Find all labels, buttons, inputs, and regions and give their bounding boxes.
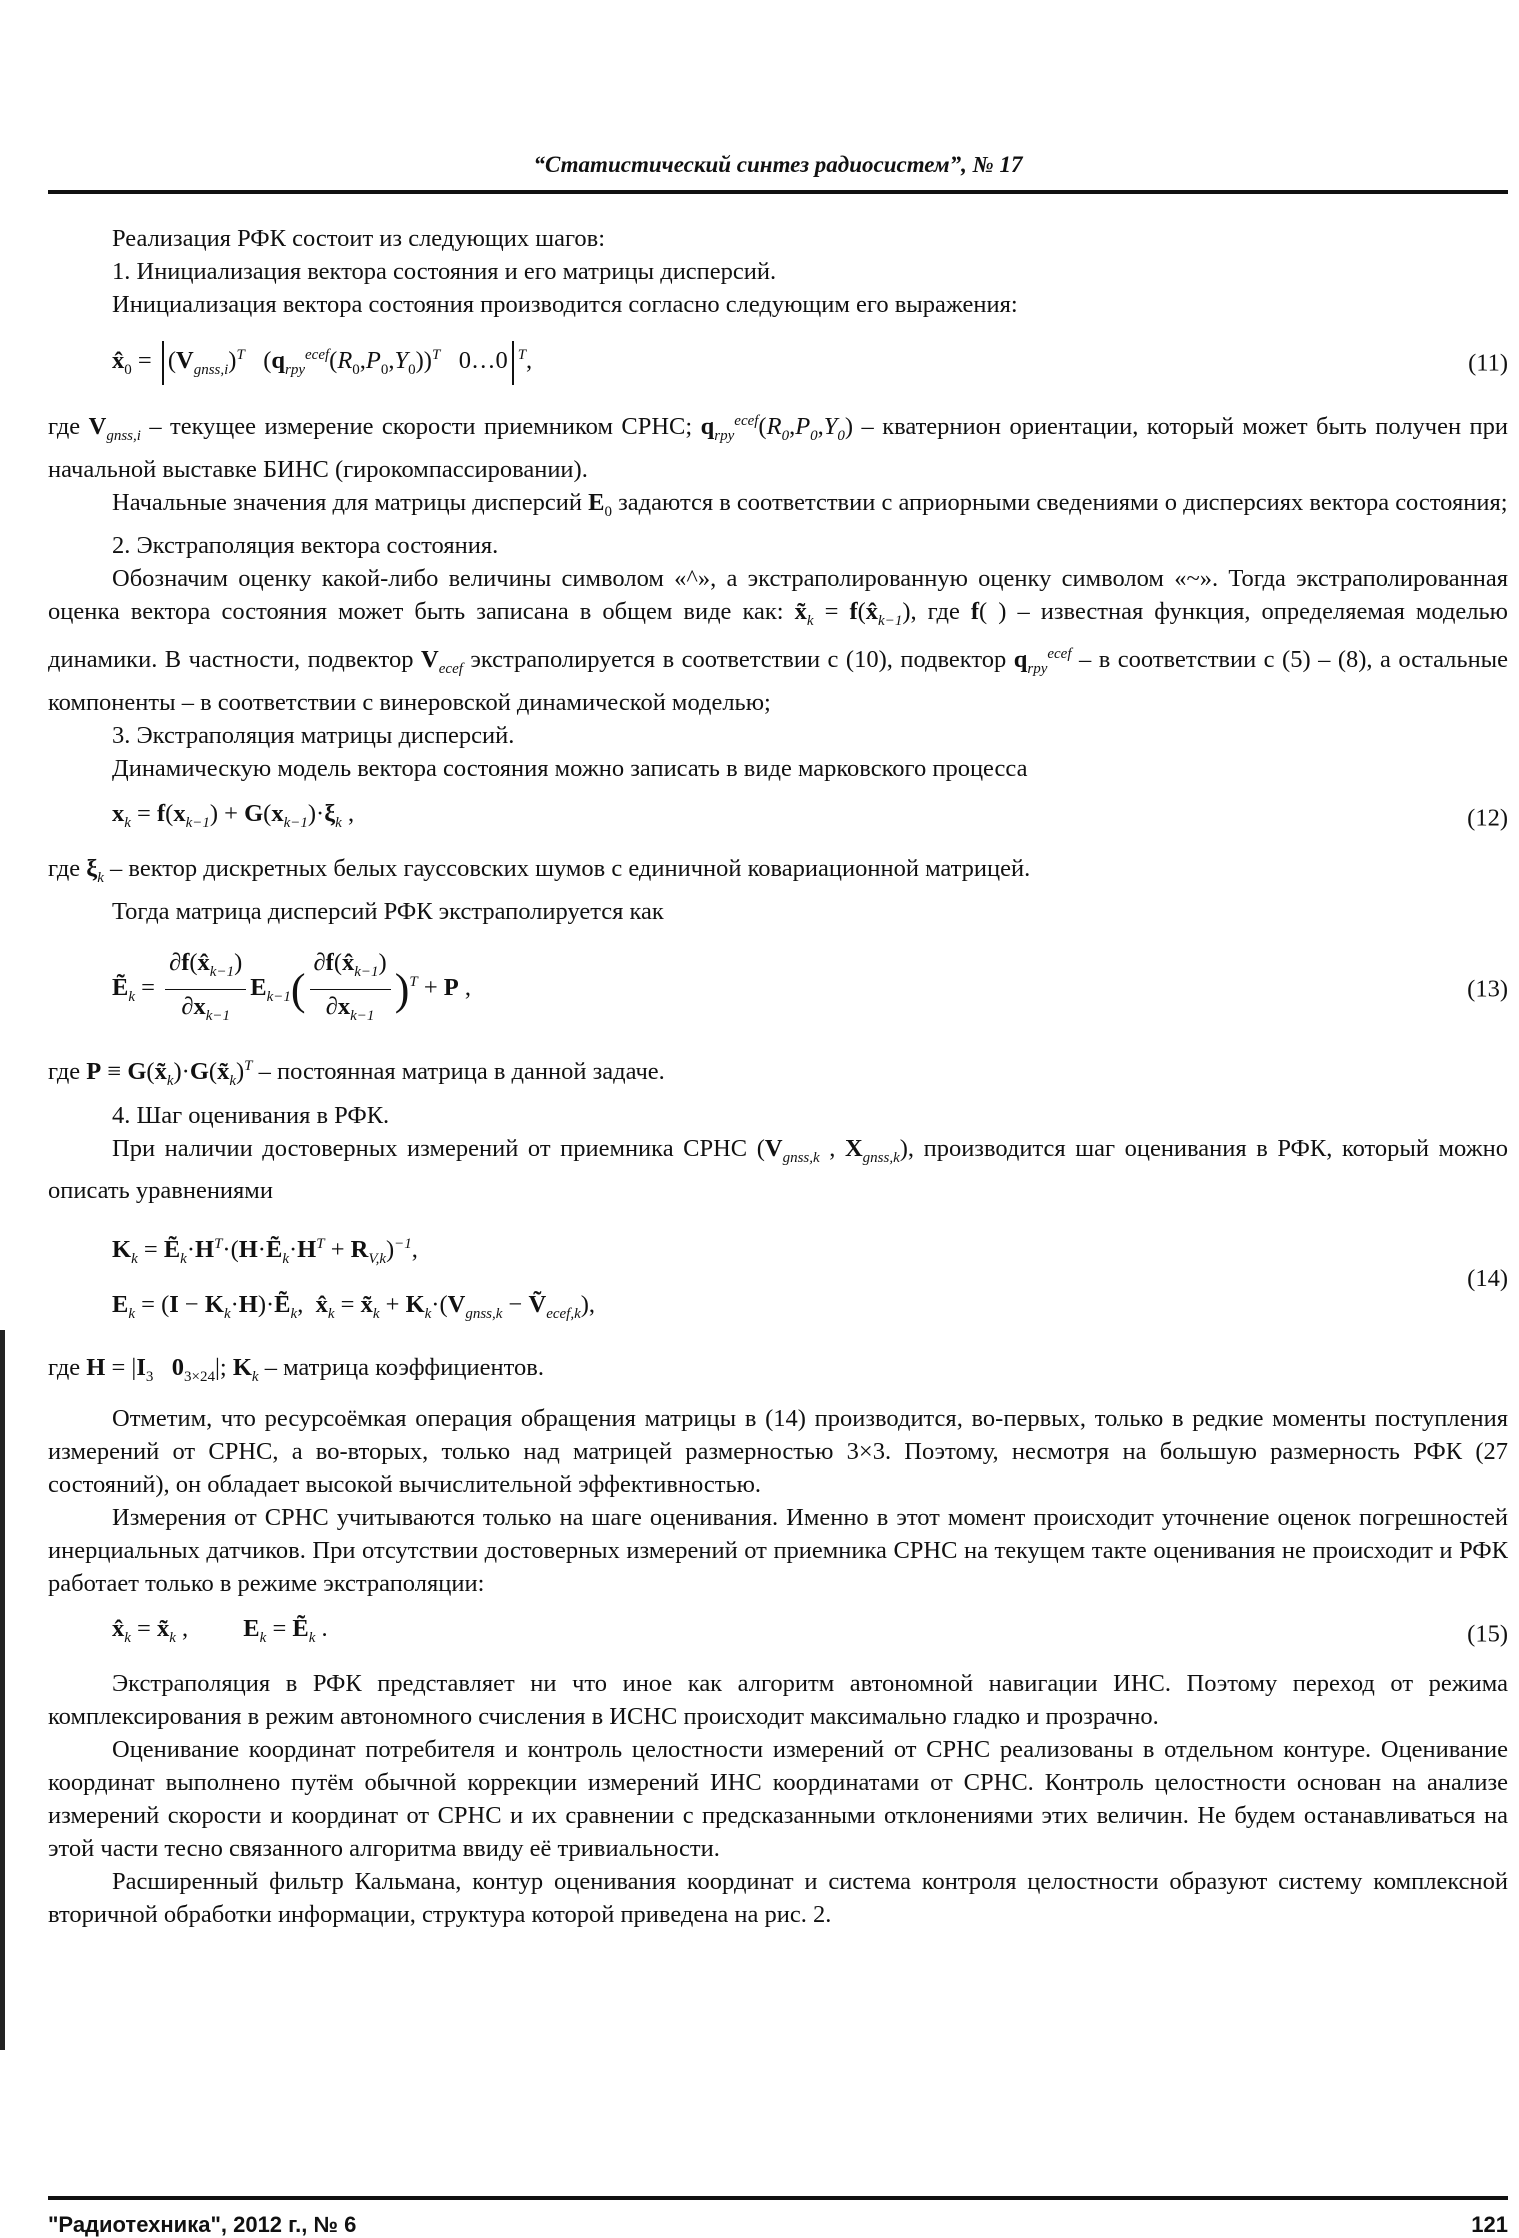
step-heading: 1. Инициализация вектора состояния и его матрицы дисперсий.	[112, 258, 777, 285]
paragraph: где $P \equiv G(x̃_k)\cdot G(x̃_k)^T$ – постоянная матрица в данной задаче.	[48, 1058, 665, 1090]
running-header: “Статистический синтез радиосистем”, № 17	[533, 152, 1023, 177]
paragraph: При наличии достоверных измерений от приемника СРНС ($V_{gnss,k}$ , $X_{gnss,k}$), производится шаг оценивания в РФК, который можно описать уравнениями	[48, 1134, 1508, 1205]
paragraph: Оценивание координат потребителя и контроль целостности измерений от СРНС реализованы в отдельном контуре. Оценивание координат выполнено путём обычной коррекции измерений ИНС координатами от СРНС. Контроль целостности основан на анализе измерений скорости и координат от СРНС и их сравнении с предсказанными отклонениями этих величин. Не будем останавливаться на этой части тесно связанного алгоритма ввиду её тривиальности.	[48, 1736, 1508, 1863]
step-heading: 3. Экстраполяция матрицы дисперсий.	[112, 721, 515, 749]
equation-number: (15)	[1467, 1620, 1508, 1648]
equation-number: (12)	[1467, 804, 1508, 832]
journal-name: "Радиотехника", 2012 г., № 6	[48, 2212, 357, 2237]
paragraph: Расширенный фильтр Кальмана, контур оценивания координат и система контроля целостности образуют систему комплексной вторичной обработки информации, структура которой приведена на рис. 2.	[48, 1868, 1508, 1929]
footer-rule	[48, 2196, 1508, 2200]
paragraph: Начальные значения для матрицы дисперсий $E_0$ задаются в соответствии с априорными сведениями о дисперсиях вектора состояния;	[112, 489, 1508, 520]
page-number: 121	[1471, 2212, 1508, 2237]
equation-14: $K_k$ = $Ẽ_k\cdot H^T\cdot(H\cdot Ẽ_k\cdot H^T + R_{V,k})^{-1}$, $E_k = (I$ − $K_k\cdot H)\cdot Ẽ_k$, $x̂_k$ = $x̃_k + K_k\cdot(V_{gnss,k}$ − Ṽ$_{ecef,k}$), (14)	[112, 1236, 1508, 1323]
paragraph: Отметим, что ресурсоёмкая операция обращения матрицы в (14) производится, во-первых, только в редкие моменты поступления измерений от СРНС, а во-вторых, только над матрицей размерностью 3×3. Поэтому, несмотря на большую размерность РФК (27 состояний), он обладает высокой вычислительной эффективностью.	[48, 1405, 1508, 1499]
paragraph: Реализация РФК состоит из следующих шагов:	[112, 225, 606, 252]
paragraph: Тогда матрица дисперсий РФК экстраполируется как	[112, 897, 664, 925]
equation-11: $x̂_0 = (V_{gnss,i})^T$ $(q_{rpy}^{ecef}(R_0,P_0,Y_0))^T$ 0…0 $^T$, (11)	[48, 339, 1508, 387]
scan-edge	[0, 1330, 5, 2050]
paragraph: где $H = |I_3$ $0_{3\times 24}|$; $K_k$ – матрица коэффициентов.	[48, 1354, 544, 1386]
equation-number: (14)	[1467, 1265, 1508, 1293]
header-rule	[48, 190, 1508, 194]
paragraph: где $\xi_k$ – вектор дискретных белых гауссовских шумов с единичной ковариационной матрицей.	[48, 854, 1031, 886]
equation-number: (13)	[1467, 975, 1508, 1003]
paragraph: Измерения от СРНС учитываются только на шаге оценивания. Именно в этот момент происходит уточнение оценок погрешностей инерциальных датчиков. При отсутствии достоверных измерений от приемника СРНС на текущем такте оценивания не происходит и РФК работает только в режиме экстраполяции:	[48, 1504, 1508, 1598]
paragraph: Обозначим оценку какой-либо величины символом «^», а экстраполированную оценку символом «~». Тогда экстраполированная оценка вектора состояния может быть записана в общем виде как: $x̃_k$ = $f(x̂_{k-1})$, где f( ) – известная функция, определяемая моделью динамики. В частности, подвектор $V_{ecef}$ экстраполируется в соответствии с (10), подвектор $q_{rpy}^{ecef}$ – в соответствии с (5) – (8), а остальные компоненты – в соответствии с винеровской динамической моделью;	[48, 564, 1509, 716]
zeros: 0…0	[458, 347, 508, 375]
equation-12: $x_k = f(x_{k-1}) + G(x_{k-1})\cdot\xi_k$ , (12)	[48, 797, 1508, 840]
step-heading: 4. Шаг оценивания в РФК.	[112, 1101, 390, 1129]
equation-13: Ẽ$_k$ = $\frac{\partial f(x̂_{k-1})}{\partial x_{k-1}}$ $E_{k-1}$( $\frac{\partial f(x̂_{k-1})}{\partial x_{k-1}}$ )$^T$ + P , (13)	[48, 946, 1508, 1033]
step-heading: 2. Экстраполяция вектора состояния.	[112, 531, 499, 559]
equation-number: (11)	[1468, 349, 1508, 377]
paragraph: Инициализация вектора состояния производится согласно следующим его выражения:	[112, 291, 1018, 318]
paragraph: где $V_{gnss,i}$ – текущее измерение скорости приемником СРНС; $q_{rpy}^{ecef}(R_0,P_0,Y_0)$ – кватернион ориентации, который может быть получен при начальной выставке БИНС (гирокомпассировании).	[48, 413, 1509, 484]
paragraph: Экстраполяция в РФК представляет ни что иное как алгоритм автономной навигации ИНС. Поэтому переход от режима комплексирования в режим автономного счисления в ИСНС происходит максимально гладко и прозрачно.	[48, 1670, 1508, 1731]
page-body	[48, 222, 1508, 1931]
page-footer	[48, 2212, 1508, 2238]
equation-15: $x̂_k$ = $x̃_k$ , $E_k$ = Ẽ$_k$ . (15)	[48, 1612, 1508, 1655]
paragraph: Динамическую модель вектора состояния можно записать в виде марковского процесса	[112, 754, 1028, 782]
